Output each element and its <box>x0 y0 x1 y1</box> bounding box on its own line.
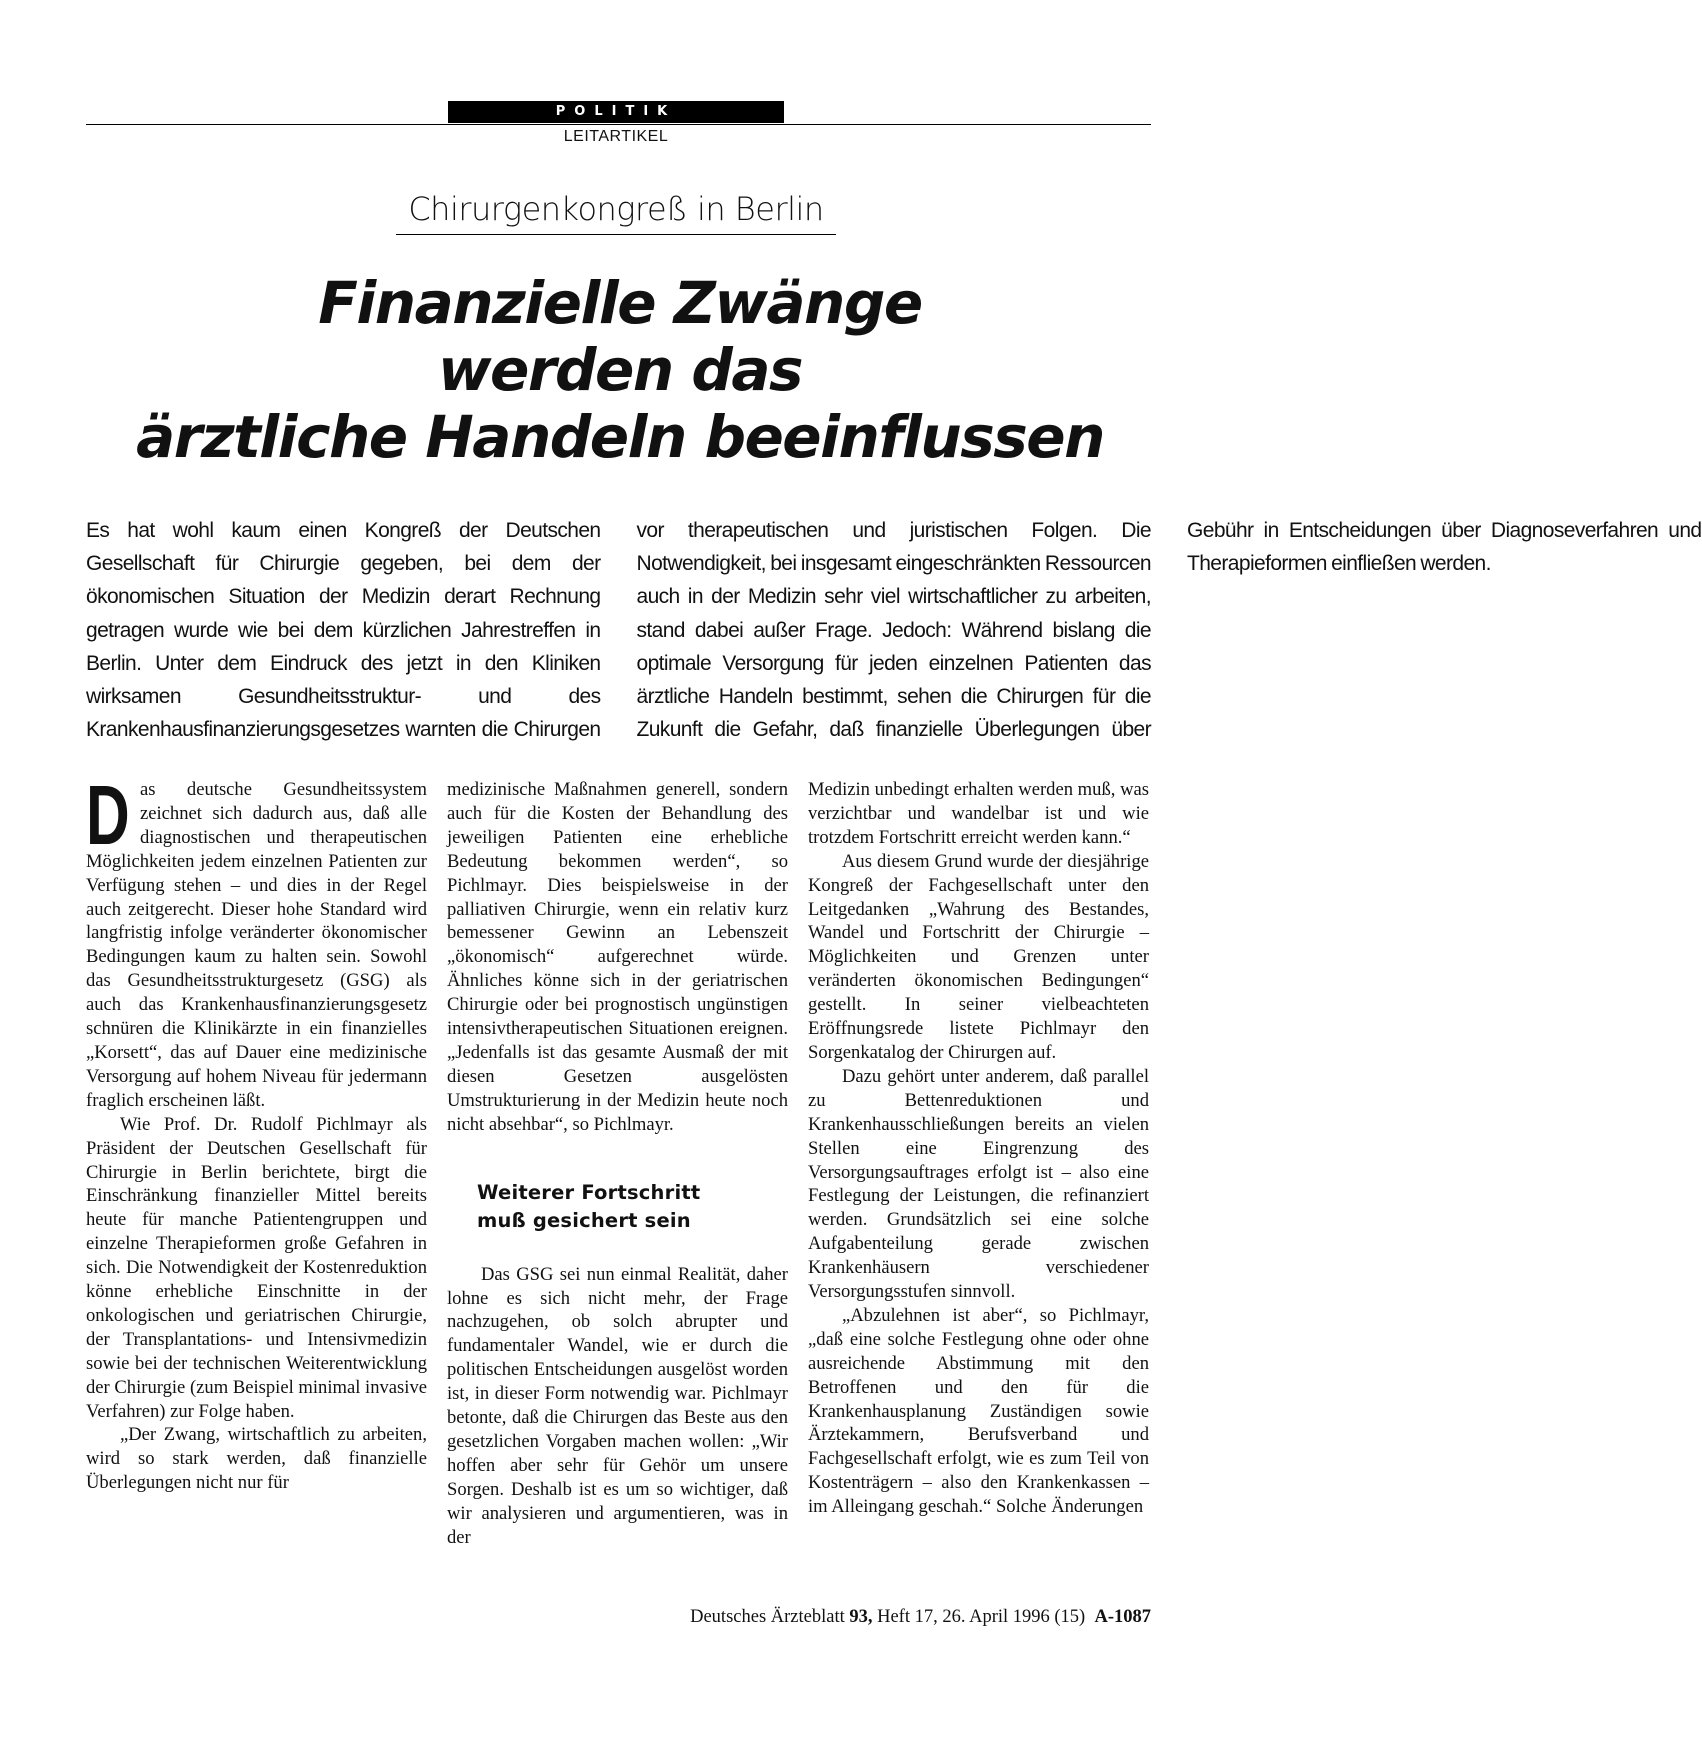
headline-line-3: ärztliche Handeln beeinflussen <box>136 403 1104 471</box>
body-column-2 <box>447 778 788 1549</box>
subsection-label: LEITARTIKEL <box>563 128 669 145</box>
headline-line-1: Finanzielle Zwänge <box>318 269 922 337</box>
journal-issue: Heft 17, 26. April 1996 (15) <box>877 1607 1086 1627</box>
paragraph-2: Wie Prof. Dr. Rudolf Pichlmayr als Präsident der Deutschen Gesellschaft für Chirurgie in Berlin berichtete, birgt die Einschränkung finanzieller Mittel bereits heute für manche Patientengruppen und einzelne Therapieformen große Gefahren in sich. Die Notwendigkeit der Kostenreduktion könne erhebliche Einschnitte in der onkologischen und geriatrischen Chirurgie, der Transplantations- und Intensivmedizin sowie bei der technischen Weiterentwicklung der Chirurgie (zum Beispiel minimal invasive Verfahren) zur Folge haben. <box>86 1113 427 1422</box>
subheading-line-1: Weiterer Fortschritt <box>477 1180 701 1204</box>
drop-cap: D <box>86 768 130 862</box>
paragraph-1-text: as deutsche Gesundheitssystem zeichnet sich dadurch aus, daß alle diagnostischen und therapeutischen Möglichkeiten jedem einzelnen Patienten zur Verfügung stehen – und dies in der Regel auch zeitgerecht. Dieser hohe Standard wird langfristig infolge veränderter ökonomischer Bedingungen kaum zu halten sein. Sowohl das Gesundheitsstrukturgesetz (GSG) als auch das Krankenhausfinanzierungsgesetz schnüren die Klinikärzte in ein finanzielles „Korsett“, das auf Dauer eine medizinische Versorgung auf hohem Niveau für jedermann fraglich erscheinen läßt. <box>86 779 427 1111</box>
section-label: POLITIK <box>448 101 784 123</box>
paragraph-3-cont: medizinische Maßnahmen generell, sondern auch für die Kosten der Behandlung des jeweiligen Patienten eine erhebliche Bedeutung bekommen werden“, so Pichlmayr. Dies beispielsweise in der palliativen Chirurgie, wenn ein relativ kurz bemessener Gewinn an Lebenszeit „ökonomisch“ aufgerechnet würde. Ähnliches könne sich in der geriatrischen Chirurgie oder bei prognostisch ungünstigen intensivtherapeutischen Situationen ereignen. „Jedenfalls ist das gesamte Ausmaß der mit diesen Gesetzen ausgelösten Umstrukturierung in der Medizin heute noch nicht absehbar“, so Pichlmayr. <box>447 779 788 1135</box>
paragraph-6: Dazu gehört unter anderem, daß parallel zu Bettenreduktionen und Krankenhausschließungen bereits an vielen Stellen eine Eingrenzung des Versorgungsauftrages erfolgt ist – also eine Festlegung der Leistungen, die refinanziert werden. Grundsätzlich sei eine solche Aufgabenteilung gerade zwischen Krankenhäusern verschiedener Versorgungsstufen sinnvoll. <box>808 1065 1149 1303</box>
paragraph-7: „Abzulehnen ist aber“, so Pichlmayr, „daß eine solche Festlegung ohne oder ohne ausreichende Abstimmung mit den Betroffenen und den für die Krankenhausplanung Zuständigen sowie Ärztekammern, Berufsverband und Fachgesellschaft erfolgt, wie es zum Teil von Kostenträgern – also den Krankenkassen – im Alleingang geschah.“ Solche Änderungen <box>808 1304 1149 1518</box>
paragraph-5: Aus diesem Grund wurde der diesjährige Kongreß der Fachgesellschaft unter den Leitgedanken „Wahrung des Bestandes, Wandel und Fortschritt der Chirurgie – Möglichkeiten und Grenzen unter veränderten ökonomischen Bedingungen“ gestellt. In seiner vielbeachteten Eröffnungsrede listete Pichlmayr den Sorgenkatalog der Chirurgen auf. <box>808 850 1149 1063</box>
subheading-line-2: muß gesichert sein <box>477 1208 691 1232</box>
paragraph-3-start: „Der Zwang, wirtschaftlich zu arbeiten, wird so stark werden, daß finanzielle Überlegungen nicht nur für <box>86 1424 427 1494</box>
body-column-1 <box>86 768 427 1495</box>
page-number: A-1087 <box>1094 1607 1151 1627</box>
paragraph-1 <box>86 768 427 1113</box>
header-rule <box>86 124 1151 125</box>
paragraph-4-start: Das GSG sei nun einmal Realität, daher lohne es sich nicht mehr, der Frage nachzugehen, ob solch abrupter und fundamentaler Wandel, wie er durch die politischen Entscheidungen ausgelöst worden ist, in dieser Form notwendig war. Pichlmayr betonte, daß die Chirurgen das Beste aus den gesetzlichen Vorgaben machen wollen: „Wir hoffen aber sehr für Gehör um unsere Sorgen. Deshalb ist es um so wichtiger, daß wir analysieren und argumentieren, was in der <box>447 1263 788 1548</box>
journal-name: Deutsches Ärzteblatt <box>690 1607 845 1627</box>
body-column-3 <box>808 778 1149 1519</box>
headline-line-2: werden das <box>437 336 803 404</box>
page-footer <box>690 1607 1151 1628</box>
kicker-title: Chirurgenkongreß in Berlin <box>396 190 836 235</box>
headline <box>60 270 1180 471</box>
subheading <box>477 1179 788 1235</box>
lead-paragraph: Es hat wohl kaum einen Kongreß der Deutschen Gesellschaft für Chirurgie gegeben, bei dem der ökonomischen Situation der Medizin derart Rechnung getragen wurde wie bei dem kürzlichen Jahrestreffen in Berlin. Unter dem Eindruck des jetzt in den Kliniken wirksamen Gesundheitsstruktur- und des Krankenhausfinanzierungsgesetzes warnten die Chirurgen vor therapeutischen und juristischen Folgen. Die Notwendigkeit, bei insgesamt eingeschränkten Ressourcen auch in der Medizin sehr viel wirtschaftlicher zu arbeiten, stand dabei außer Frage. Jedoch: Während bislang die optimale Versorgung für jeden einzelnen Patienten das ärztliche Handeln bestimmt, sehen die Chirurgen für die Zukunft die Gefahr, daß finanzielle Überlegungen über Gebühr in Entscheidungen über Diagnoseverfahren und Therapieformen einfließen werden. <box>86 519 1702 742</box>
paragraph-4-cont: Medizin unbedingt erhalten werden muß, was verzichtbar und wandelbar ist und wie trotzdem Fortschritt erreicht werden kann.“ <box>808 779 1149 848</box>
journal-volume: 93, <box>849 1607 873 1627</box>
